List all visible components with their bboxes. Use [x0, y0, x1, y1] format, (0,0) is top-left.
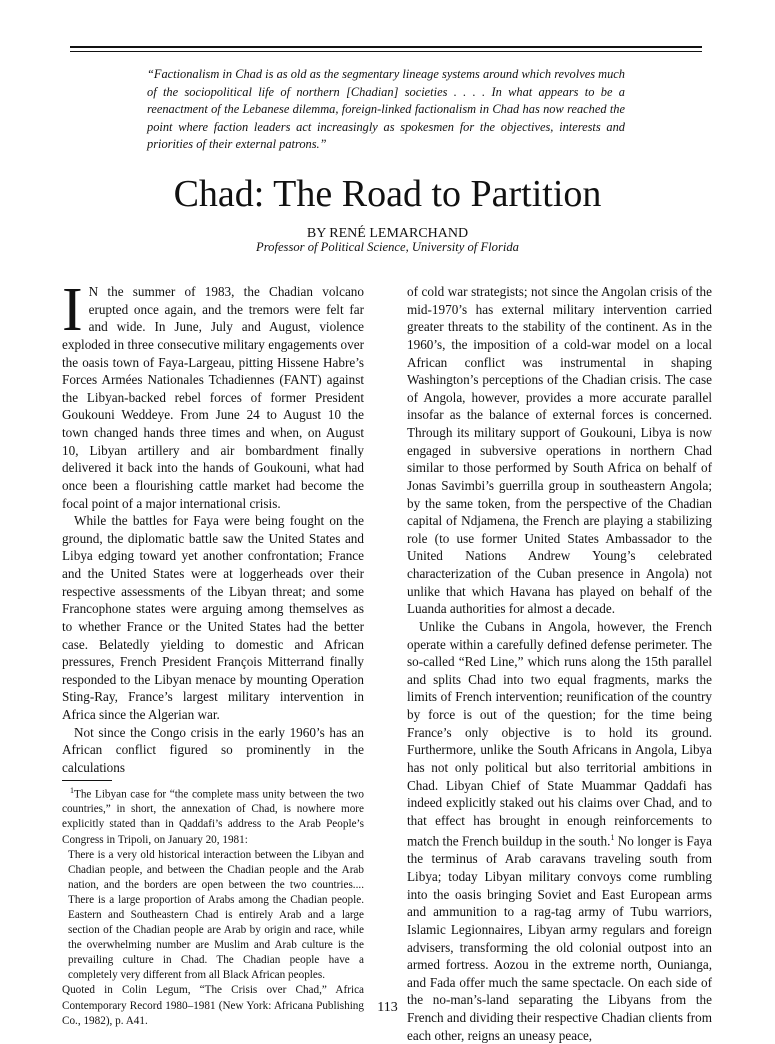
- left-paragraph-3: Not since the Congo crisis in the early 1960’s has an African conflict figured so prominently in the calculations: [62, 724, 364, 775]
- right-column: [407, 283, 712, 1044]
- right-paragraph-2b: No longer is Faya the terminus of Arab caravans traveling south from Libya; today Libyan military convoys come rumbling into the oasis bringing Soviet and East European arms and ammunition to a rag-tag army of Tubu warriors, Islamic Legionnaires, Libyan army regulars and foreign advisers, transforming the old colonial outpost into an armed fortress. Aozou in the extreme north, Ounianga, and Fada offer much the same spectacle. On each side of the no-man’s-land separating the Libyans from the French and dividing their respective Chadian clients from each other, reigns an uneasy peace,: [407, 833, 712, 1043]
- footnote-intro: [62, 783, 364, 848]
- author-byline: BY RENÉ LEMARCHAND: [306, 226, 469, 241]
- drop-cap: I: [62, 276, 83, 344]
- left-column: [62, 276, 364, 1029]
- right-paragraph-1: of cold war strategists; not since the Angolan crisis of the mid-1970’s has external military intervention carried greater threats to the stability of the continent. As in the 1960’s, the imposition of a cold-war model on a local African conflict was instrumental in shaping Washington’s perceptions of the Chadian crisis. The case of Angola, however, provides a more accurate parallel insofar as the balance of external forces is concerned. Through its military support of Goukouni, Libya is now engaged in subversive operations in northern Chad similar to those performed by South Africa on behalf of Jonas Savimbi’s guerrilla group in southeastern Angola; by the same token, from the perspective of the Chadian capital of Ndjamena, the French are playing a stabilizing role (to use former United States Ambassador to the United Nations Andrew Young’s celebrated characterization of the Cuban presence in Angola) not unlike that which Havana has played on behalf of the Luanda authorities for almost a decade.: [407, 284, 712, 617]
- header-rule-thin: [70, 51, 702, 52]
- page-number: 113: [377, 1000, 398, 1015]
- footnote: [62, 783, 364, 1029]
- footnote-citation: Quoted in Colin Legum, “The Crisis over Chad,” Africa Contemporary Record 1980–1981 (New York: Africana Publishing Co., 1982), p. A41.: [62, 984, 364, 1027]
- right-paragraph-2a: Unlike the Cubans in Angola, however, the French operate within a carefully defined defense perimeter. The so-called “Red Line,” which runs along the 15th parallel and splits Chad into two equal fragments, marks the limits of French intervention; reunification of the country by force is out of the question; for the time being France’s only objective is to hold its ground. Furthermore, unlike the South Africans in Angola, Libya has not only political but also territorial ambitions in Chad. Libyan Chief of State Muammar Qaddafi has indeed explicitly staked out his claims over Chad, and to that effect has brought in enough reinforcements to match the French buildup in the south.: [407, 618, 712, 849]
- left-paragraph-1-text: N the summer of 1983, the Chadian volcano erupted once again, and the tremors were felt far and wide. In June, July and August, violence exploded in three consecutive military engagements over the oasis town of Faya-Largeau, pitting Hissene Habre’s Forces Armées Nationales Tchadiennes (FANT) against the Libyan-backed rebel forces of former President Goukouni Weddeye. From June 24 to August 10 the town changed hands three times and when, on August 10, Libyan artillery and air bombardment finally delivered it back into the hands of Goukouni, what had once been a flourishing cattle market had become the focal point of a major international crisis.: [62, 284, 364, 511]
- header-rule-thick: [70, 46, 702, 48]
- footnote-quote: There is a very old historical interaction between the Libyan and Chadian people, and between the Chadian people and the Arab nation, and the borders are open between the two countries.... There is a large proportion of Arabs among the Chadian people. Eastern and Southeastern Chad is entirely Arab and a large section of the Chadian people are Arab by origin and race, while the overwhelming number are Muslim and Arab culture is the prevailing culture in Chad. The Chadian people have a completely very different from all Black African peoples.: [68, 848, 364, 982]
- article-title: Chad: The Road to Partition: [173, 173, 602, 215]
- epigraph: “Factionalism in Chad is as old as the segmentary lineage systems around which revolves much of the sociopolitical life of northern [Chadian] societies . . . . In what appears to be a reenactment of the Lebanese dilemma, foreign-linked factionalism in Chad has now reached the point where faction leaders act increasingly as spokesmen for the objectives, interests and priorities of their external patrons.”: [147, 67, 625, 152]
- author-affiliation: Professor of Political Science, University of Florida: [256, 240, 519, 254]
- footnote-reference[interactable]: 1: [610, 833, 615, 843]
- footnote-rule: [62, 780, 112, 781]
- right-paragraph-2: [407, 618, 712, 1044]
- left-paragraph-2: While the battles for Faya were being fought on the ground, the diplomatic battle saw the United States and Libya edging toward yet another confrontation; France and the United States were at loggerheads over their respective assessments of the Libyan threat; and some Francophone states were arguing among themselves as to whether France or the United States had the better case. Belatedly yielding to domestic and African pressures, French President François Mitterrand finally responded to the Libyan menace by mounting Operation Sting-Ray, France’s largest military intervention in Africa since the Algerian war.: [62, 513, 364, 722]
- footnote-marker: 1: [70, 785, 74, 795]
- left-paragraph-1: [62, 276, 364, 512]
- footnote-intro-text: The Libyan case for “the complete mass unity between the two countries,” in short, the annexation of Chad, is nowhere more explicitly stated than in Qaddafi’s address to the Arab People’s Congress in Tripoli, on January 20, 1981:: [62, 788, 364, 846]
